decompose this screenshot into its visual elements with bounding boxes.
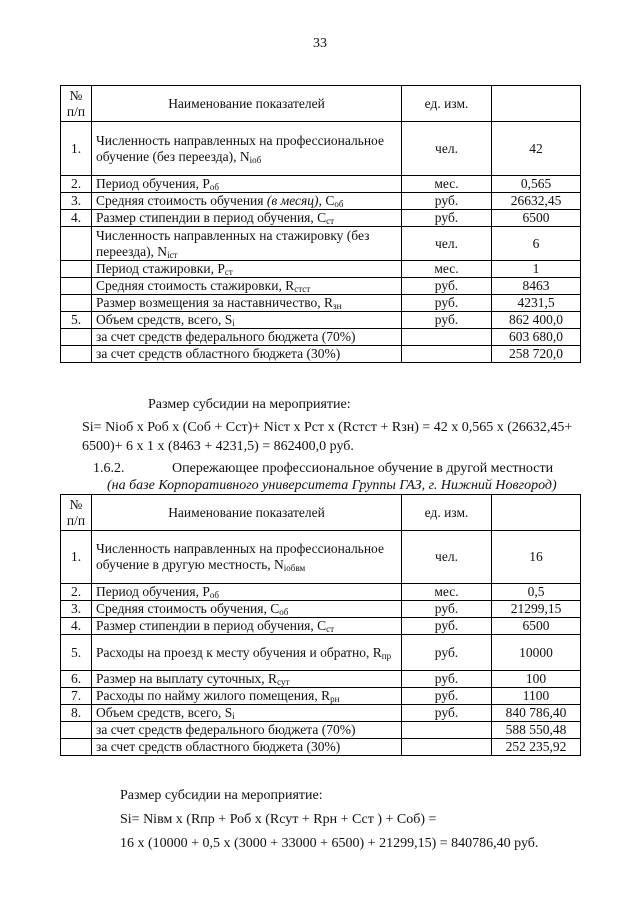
row-unit <box>402 739 492 756</box>
row-num <box>61 227 92 261</box>
row-name: Расходы по найму жилого помещения, $R_{рн}$ <box>92 688 402 705</box>
row-name: Средняя стоимость обучения, $С_{об}$ <box>92 601 402 618</box>
row-unit: руб. <box>402 671 492 688</box>
row-value: 0,565 <box>492 176 581 193</box>
row-unit: руб. <box>402 705 492 722</box>
table-row <box>61 193 581 210</box>
row-unit: руб. <box>402 278 492 295</box>
table-row <box>61 312 581 329</box>
header-name: Наименование показателей <box>92 86 402 122</box>
row-num <box>61 295 92 312</box>
row-num <box>61 739 92 756</box>
row-value: 42 <box>492 122 581 176</box>
header-value <box>492 86 581 122</box>
row-name: Объем средств, всего, $S_i$ <box>92 312 402 329</box>
row-unit: мес. <box>402 176 492 193</box>
row-unit: руб. <box>402 295 492 312</box>
row-value: 4231,5 <box>492 295 581 312</box>
table-header-row <box>61 495 581 531</box>
row-value: 10000 <box>492 635 581 671</box>
row-name: Период стажировки, $Р_{ст}$ <box>92 261 402 278</box>
header-unit: ед. изм. <box>402 495 492 531</box>
row-name: Размер стипендии в период обучения, $С_{ст}$ <box>92 210 402 227</box>
row-name: Средняя стоимость стажировки, $R_{стст}$ <box>92 278 402 295</box>
row-num <box>61 278 92 295</box>
row-value: 862 400,0 <box>492 312 581 329</box>
row-unit <box>402 329 492 346</box>
row-name: за счет средств федерального бюджета (70%) <box>92 722 402 739</box>
row-value: 16 <box>492 531 581 584</box>
row-name: Период обучения, $Р_{об}$ <box>92 584 402 601</box>
table-row <box>61 618 581 635</box>
row-num: 5. <box>61 312 92 329</box>
row-name: Численность направленных на стажировку (без переезда), $N_{iст}$ <box>92 227 402 261</box>
row-num: 1. <box>61 122 92 176</box>
row-name: Размер на выплату суточных, $R_{сут}$ <box>92 671 402 688</box>
table-row <box>61 739 581 756</box>
table-row <box>61 671 581 688</box>
row-unit: чел. <box>402 531 492 584</box>
row-value: 6 <box>492 227 581 261</box>
row-unit: руб. <box>402 210 492 227</box>
row-num: 8. <box>61 705 92 722</box>
row-unit: руб. <box>402 635 492 671</box>
table-row <box>61 346 581 363</box>
table-row <box>61 176 581 193</box>
header-unit: ед. изм. <box>402 86 492 122</box>
row-name: Расходы на проезд к месту обучения и обратно, $R_{пр}$ <box>92 635 402 671</box>
row-value: 840 786,40 <box>492 705 581 722</box>
row-num: 2. <box>61 584 92 601</box>
row-unit: мес. <box>402 584 492 601</box>
section-number: 1.6.2. <box>93 461 125 476</box>
row-name: Средняя стоимость обучения (в месяц), $С_{об}$ <box>92 193 402 210</box>
row-num: 4. <box>61 618 92 635</box>
row-value: 1100 <box>492 688 581 705</box>
table-row <box>61 584 581 601</box>
indicators-table-2 <box>60 494 581 756</box>
row-unit: руб. <box>402 601 492 618</box>
row-num: 3. <box>61 601 92 618</box>
row-num: 3. <box>61 193 92 210</box>
row-value: 100 <box>492 671 581 688</box>
table-row <box>61 278 581 295</box>
table-row <box>61 722 581 739</box>
table-row <box>61 210 581 227</box>
subsidy-formula-2-line-2: 16 х (10000 + 0,5 х (3000 + 33000 + 6500) + 21299,15) = 840786,40 руб. <box>120 836 539 851</box>
row-value: 6500 <box>492 618 581 635</box>
table-header-row <box>61 86 581 122</box>
row-value: 0,5 <box>492 584 581 601</box>
row-name: Размер возмещения за наставничество, $R_{зн}$ <box>92 295 402 312</box>
table-row <box>61 635 581 671</box>
table-row <box>61 688 581 705</box>
row-unit: чел. <box>402 227 492 261</box>
row-name: Размер стипендии в период обучения, $С_{ст}$ <box>92 618 402 635</box>
row-unit <box>402 346 492 363</box>
section-title: Опережающее профессиональное обучение в другой местности <box>172 461 554 476</box>
row-num: 1. <box>61 531 92 584</box>
row-value: 26632,45 <box>492 193 581 210</box>
indicators-table-1 <box>60 85 581 363</box>
page-number: 33 <box>313 36 327 51</box>
row-num <box>61 329 92 346</box>
subsidy-formula-1-line-2: 6500)+ 6 х 1 х (8463 + 4231,5) = 862400,0 руб. <box>82 439 354 454</box>
row-unit: руб. <box>402 618 492 635</box>
header-value <box>492 495 581 531</box>
row-num: 2. <box>61 176 92 193</box>
table-row <box>61 329 581 346</box>
header-num: № п/п <box>61 495 92 531</box>
row-unit: руб. <box>402 688 492 705</box>
table-row <box>61 261 581 278</box>
row-name: Период обучения, $Р_{об}$ <box>92 176 402 193</box>
row-unit: мес. <box>402 261 492 278</box>
row-name: Численность направленных на профессиональное обучение (без переезда), $N_{iоб}$ <box>92 122 402 176</box>
row-unit: руб. <box>402 193 492 210</box>
row-num <box>61 346 92 363</box>
row-value: 252 235,92 <box>492 739 581 756</box>
subsidy-heading-1: Размер субсидии на мероприятие: <box>148 397 351 412</box>
header-name: Наименование показателей <box>92 495 402 531</box>
table-row <box>61 531 581 584</box>
row-num: 6. <box>61 671 92 688</box>
row-num: 4. <box>61 210 92 227</box>
subsidy-formula-1-line-1: Si= Niоб х Роб х (Соб + Сст)+ Niст х Рст х (Rстст + Rзн) = 42 х 0,565 х (26632,45+ <box>82 420 573 435</box>
row-num <box>61 261 92 278</box>
row-name: за счет средств областного бюджета (30%) <box>92 739 402 756</box>
row-value: 8463 <box>492 278 581 295</box>
row-num: 5. <box>61 635 92 671</box>
row-name: Объем средств, всего, $S_i$ <box>92 705 402 722</box>
table-row <box>61 227 581 261</box>
row-num: 7. <box>61 688 92 705</box>
table-row <box>61 122 581 176</box>
header-num: № п/п <box>61 86 92 122</box>
table-row <box>61 295 581 312</box>
row-value: 588 550,48 <box>492 722 581 739</box>
row-name: за счет средств областного бюджета (30%) <box>92 346 402 363</box>
subsidy-heading-2: Размер субсидии на мероприятие: <box>120 788 323 803</box>
row-name: Численность направленных на профессиональное обучение в другую местность, $N_{iобвм}$ <box>92 531 402 584</box>
row-value: 21299,15 <box>492 601 581 618</box>
row-name: за счет средств федерального бюджета (70%) <box>92 329 402 346</box>
subsidy-formula-2-line-1: Si= Niвм х (Rпр + Роб х (Rсут + Rрн + Сст ) + Соб) = <box>120 812 437 827</box>
row-value: 258 720,0 <box>492 346 581 363</box>
row-unit <box>402 722 492 739</box>
row-unit: чел. <box>402 122 492 176</box>
row-value: 603 680,0 <box>492 329 581 346</box>
row-unit: руб. <box>402 312 492 329</box>
table-row <box>61 705 581 722</box>
section-subtitle: (на базе Корпоративного университета Группы ГАЗ, г. Нижний Новгород) <box>107 478 557 493</box>
row-value: 6500 <box>492 210 581 227</box>
table-row <box>61 601 581 618</box>
row-num <box>61 722 92 739</box>
row-value: 1 <box>492 261 581 278</box>
